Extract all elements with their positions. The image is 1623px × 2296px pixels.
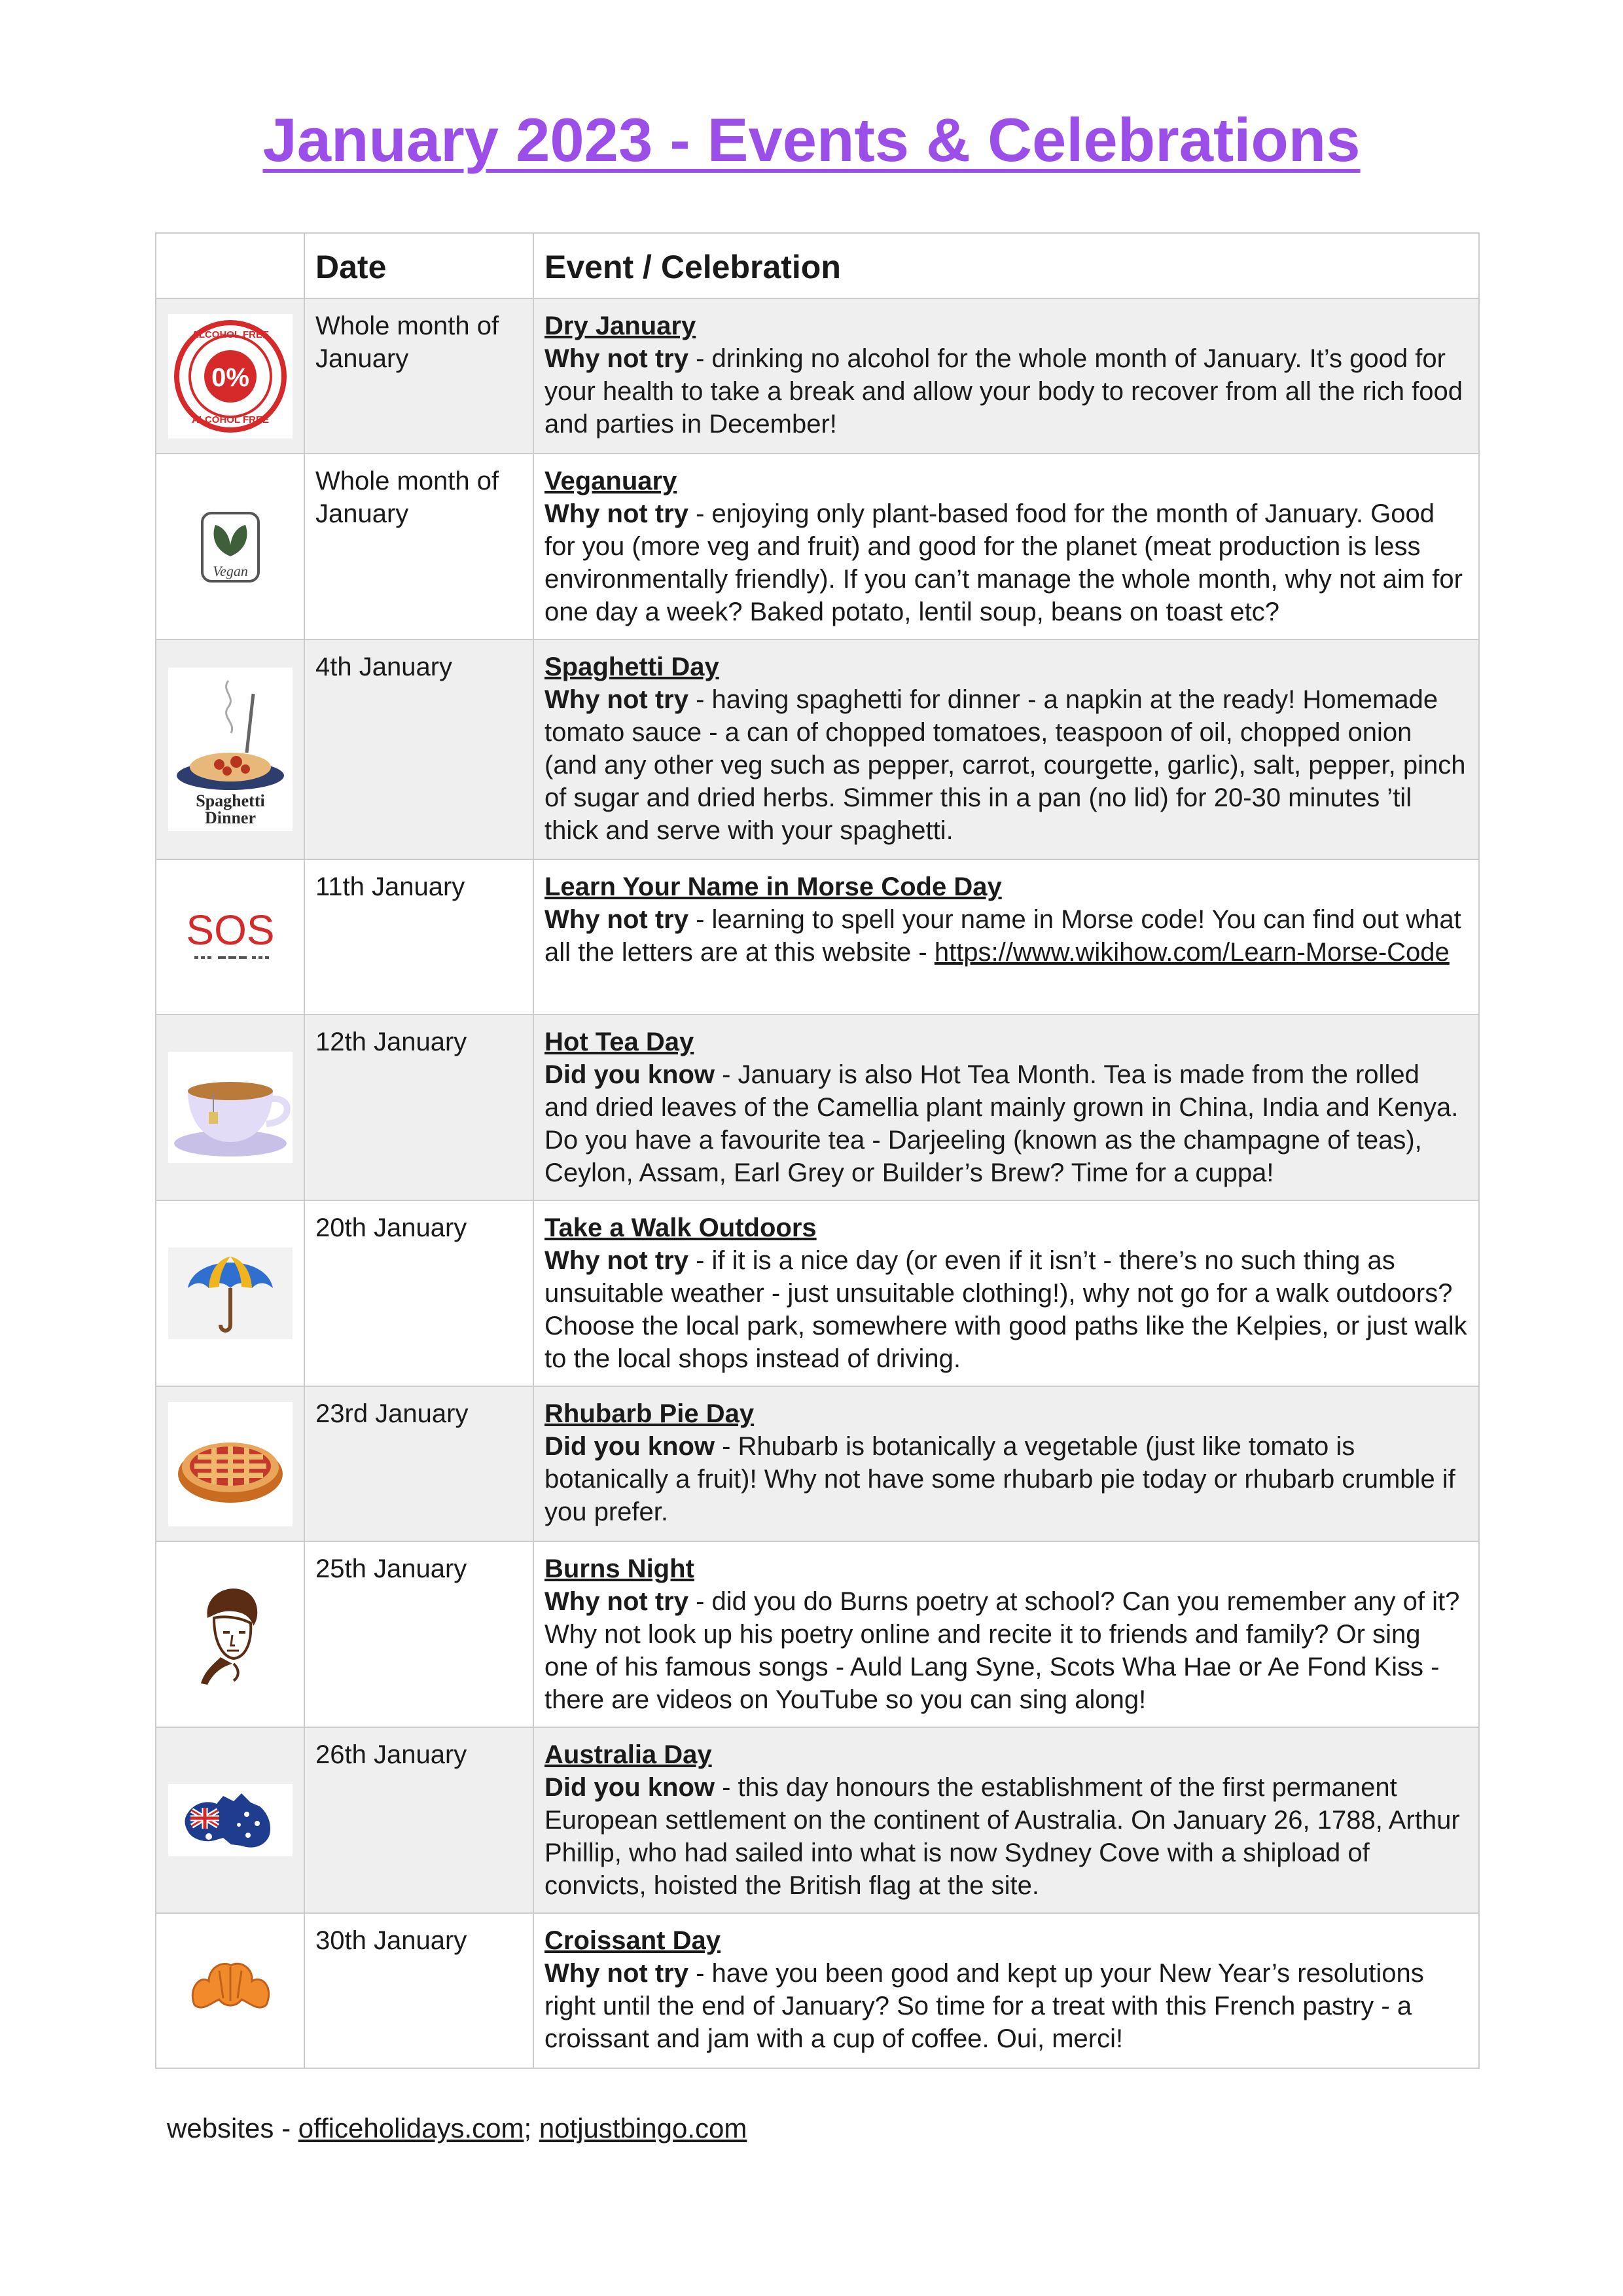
svg-text:Spaghetti: Spaghetti [195,791,265,810]
event-date: 20th January [304,1200,533,1386]
table-row [156,1200,1479,1386]
footer-prefix: websites - [167,2113,298,2144]
svg-text:SOS: SOS [185,906,275,954]
pie-icon [168,1402,293,1526]
icon-cell [156,1386,304,1541]
event-description: - Rhubarb is botanically a vegetable (just like tomato is botanically a fruit)! Why not have some rhubarb pie today or rhubarb crumble if you prefer. [544,1432,1455,1526]
robert-burns-portrait-icon [168,1572,293,1696]
event-title: Australia Day [544,1740,712,1769]
table-row [156,639,1479,859]
table-row [156,1386,1479,1541]
header-event: Event / Celebration [533,233,1479,298]
event-date: 23rd January [304,1386,533,1541]
event-lead: Did you know [544,1432,715,1461]
event-lead: Did you know [544,1060,715,1089]
event-cell [533,454,1479,639]
event-date: 4th January [304,639,533,859]
event-description: - enjoying only plant-based food for the month of January. Good for you (more veg and fruit) and good for the planet (meat production is less environmentally friendly). If you can’t manage the whole month, why not aim for one day a week? Baked potato, lentil soup, beans on toast etc? [544,499,1463,626]
footer-link-notjustbingo[interactable]: notjustbingo.com [539,2113,747,2144]
spaghetti-dinner-icon [168,668,293,831]
event-date: Whole month of January [304,298,533,454]
event-description: - having spaghetti for dinner - a napkin at the ready! Homemade tomato sauce - a can of chopped tomatoes, teaspoon of oil, chopped onion (and any other veg such as pepper, carrot, courgette, garlic), salt, pepper, pinch of sugar and dried herbs. Simmer this in a pan (no lid) for 20-30 minutes ’til thick and serve with your spaghetti. [544,685,1466,845]
event-title: Spaghetti Day [544,653,719,681]
event-title: Dry January [544,312,696,340]
event-title: Burns Night [544,1554,694,1583]
icon-cell [156,1913,304,2068]
tea-cup-icon [168,1052,293,1163]
event-description: - this day honours the establishment of the first permanent European settlement on the continent of Australia. On January 26, 1788, Arthur Phillip, who had sailed into what is now Sydney Cove with a shipload of convicts, hoisted the British flag at the site. [544,1773,1460,1900]
footer-sources [167,2113,747,2144]
umbrella-icon [168,1247,293,1339]
event-lead: Why not try [544,905,688,934]
event-cell [533,1541,1479,1727]
icon-cell [156,1014,304,1200]
event-description: - learning to spell your name in Morse code! You can find out what all the letters are at this website - [544,905,1461,967]
header-icon-column [156,233,304,298]
event-cell [533,1200,1479,1386]
table-row [156,859,1479,1014]
event-description: - drinking no alcohol for the whole month of January. It’s good for your health to take a break and allow your body to recover from all the rich food and parties in December! [544,344,1463,439]
event-lead: Why not try [544,1959,688,1988]
australia-flag-map-icon [168,1784,293,1856]
table-row [156,454,1479,639]
svg-text:Dinner: Dinner [204,808,256,827]
event-lead: Why not try [544,499,688,528]
event-date: Whole month of January [304,454,533,639]
croissant-icon [168,1942,293,2040]
event-title: Hot Tea Day [544,1028,694,1056]
footer-separator: ; [524,2113,539,2144]
icon-cell [156,454,304,639]
icon-cell [156,639,304,859]
event-lead: Why not try [544,344,688,373]
table-header-row [156,233,1479,298]
event-date: 25th January [304,1541,533,1727]
icon-cell [156,1541,304,1727]
morse-code-link[interactable]: https://www.wikihow.com/Learn-Morse-Code [934,938,1450,967]
event-date: 12th January [304,1014,533,1200]
event-date: 30th January [304,1913,533,2068]
event-description: - if it is a nice day (or even if it isn’t - there’s no such thing as unsuitable weather - just unsuitable clothing!), why not go for a walk outdoors? Choose the local park, somewhere with good paths like the Kelpies, or just walk to the local shops instead of driving. [544,1246,1467,1373]
sos-morse-icon [168,901,293,973]
header-date: Date [304,233,533,298]
table-row [156,298,1479,454]
event-lead: Why not try [544,685,688,714]
event-cell [533,1386,1479,1541]
event-cell [533,298,1479,454]
svg-text:ALCOHOL FREE: ALCOHOL FREE [191,329,269,340]
event-lead: Why not try [544,1587,688,1616]
event-cell [533,859,1479,1014]
event-lead: Why not try [544,1246,688,1275]
event-title: Croissant Day [544,1926,721,1955]
event-cell [533,1014,1479,1200]
event-title: Veganuary [544,467,677,495]
icon-cell [156,1200,304,1386]
footer-link-officeholidays[interactable]: officeholidays.com [298,2113,524,2144]
svg-text:Vegan: Vegan [212,563,248,579]
event-description: - have you been good and kept up your New Year’s resolutions right until the end of January? So time for a treat with this French pastry - a croissant and jam with a cup of coffee. Oui, merci! [544,1959,1424,2053]
events-table [155,232,1480,2069]
event-date: 11th January [304,859,533,1014]
event-lead: Did you know [544,1773,715,1802]
event-cell [533,639,1479,859]
table-row [156,1727,1479,1913]
event-date: 26th January [304,1727,533,1913]
alcohol-free-stamp-icon [168,314,293,439]
table-row [156,1541,1479,1727]
table-row [156,1913,1479,2068]
event-cell [533,1913,1479,2068]
event-cell [533,1727,1479,1913]
icon-cell [156,859,304,1014]
event-title: Take a Walk Outdoors [544,1213,817,1242]
event-description: - January is also Hot Tea Month. Tea is made from the rolled and dried leaves of the Camellia plant mainly grown in China, India and Kenya. Do you have a favourite tea - Darjeeling (known as the champagne of teas), Ceylon, Assam, Earl Grey or Builder’s Brew? Time for a cuppa! [544,1060,1459,1187]
event-description: - did you do Burns poetry at school? Can you remember any of it? Why not look up his poetry online and recite it to friends and family? Or sing one of his famous songs - Auld Lang Syne, Scots Wha Hae or Ae Fond Kiss - there are videos on YouTube so you can sing along! [544,1587,1460,1714]
icon-cell [156,1727,304,1913]
event-title: Rhubarb Pie Day [544,1399,755,1428]
icon-cell [156,298,304,454]
page-title: January 2023 - Events & Celebrations [262,105,1361,174]
svg-text:ALCOHOL FREE: ALCOHOL FREE [191,414,269,425]
event-title: Learn Your Name in Morse Code Day [544,872,1002,901]
svg-text:0%: 0% [211,363,249,392]
vegan-leaf-icon [168,484,293,609]
table-row [156,1014,1479,1200]
